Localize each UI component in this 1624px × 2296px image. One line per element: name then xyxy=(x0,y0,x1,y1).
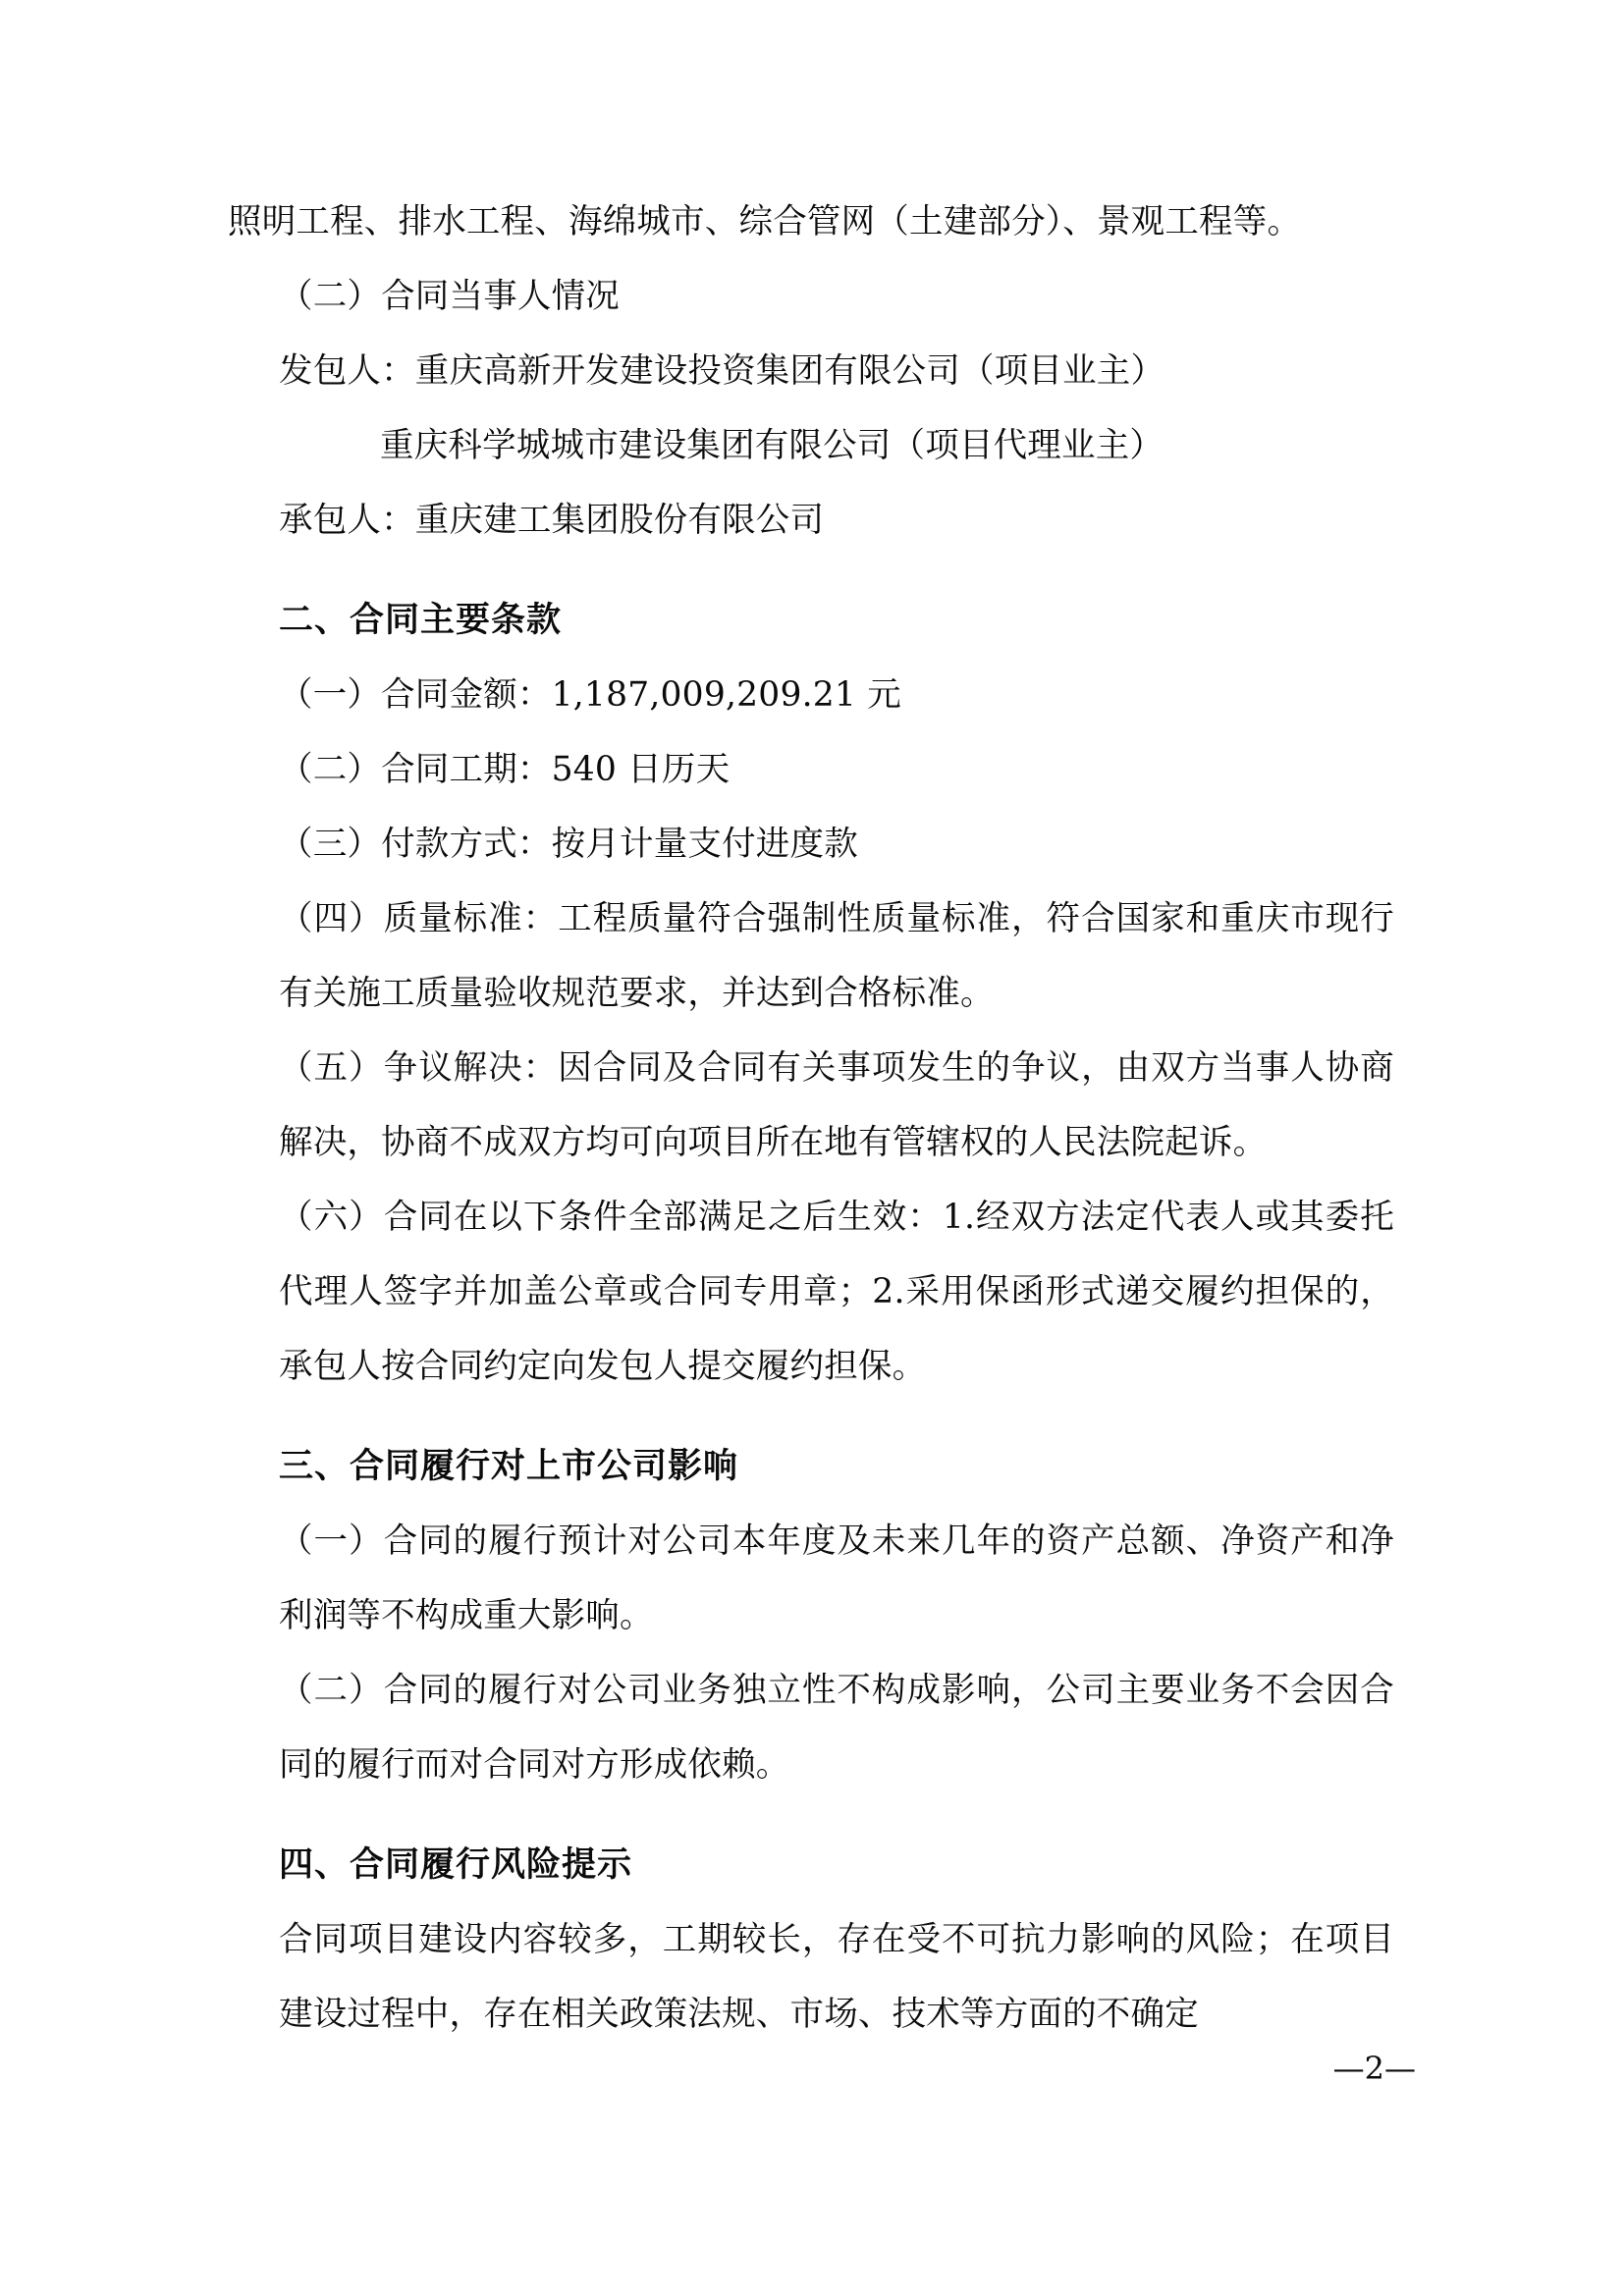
heading-section-2: 二、合同主要条款 xyxy=(279,601,563,640)
paragraph-clause-payment: （三）付款方式：按月计量支付进度款 xyxy=(279,825,858,864)
paragraph-clause-duration: （二）合同工期：540 日历天 xyxy=(279,750,731,789)
paragraph-impact-item1: （一）合同的履行预计对公司本年度及未来几年的资产总额、净资产和净利润等不构成重大影响。 xyxy=(279,1522,1394,1635)
paragraph-employer-line1: 发包人：重庆高新开发建设投资集团有限公司（项目业主） xyxy=(279,351,1165,391)
paragraph-clause-amount: （一）合同金额：1,187,009,209.21 元 xyxy=(279,675,901,715)
paragraph-impact-item2: （二）合同的履行对公司业务独立性不构成影响，公司主要业务不会因合同的履行而对合同对方形成依赖。 xyxy=(279,1671,1394,1785)
heading-section-3: 三、合同履行对上市公司影响 xyxy=(279,1447,739,1486)
paragraph-clause-effective: （六）合同在以下条件全部满足之后生效：1.经双方法定代表人或其委托代理人签字并加盖公章或合同专用章；2.采用保函形式递交履约担保的，承包人按合同约定向发包人提交履约担保。 xyxy=(279,1198,1394,1386)
paragraph-contractor-line: 承包人：重庆建工集团股份有限公司 xyxy=(279,501,825,540)
page-number: —2— xyxy=(1332,2050,1416,2087)
paragraph-section1-item2: （二）合同当事人情况 xyxy=(279,277,620,316)
paragraph-scope-continuation: 照明工程、排水工程、海绵城市、综合管网（土建部分）、景观工程等。 xyxy=(228,202,1302,241)
heading-section-4: 四、合同履行风险提示 xyxy=(279,1845,633,1885)
paragraph-clause-quality: （四）质量标准：工程质量符合强制性质量标准，符合国家和重庆市现行有关施工质量验收规范要求，并达到合格标准。 xyxy=(279,899,1394,1013)
page-body xyxy=(228,185,1394,2052)
paragraph-risk: 合同项目建设内容较多，工期较长，存在受不可抗力影响的风险；在项目建设过程中，存在相关政策法规、市场、技术等方面的不确定 xyxy=(279,1920,1394,2034)
paragraph-clause-dispute: （五）争议解决：因合同及合同有关事项发生的争议，由双方当事人协商解决，协商不成双方均可向项目所在地有管辖权的人民法院起诉。 xyxy=(279,1048,1394,1162)
paragraph-employer-line2: 重庆科学城城市建设集团有限公司（项目代理业主） xyxy=(380,426,1164,465)
